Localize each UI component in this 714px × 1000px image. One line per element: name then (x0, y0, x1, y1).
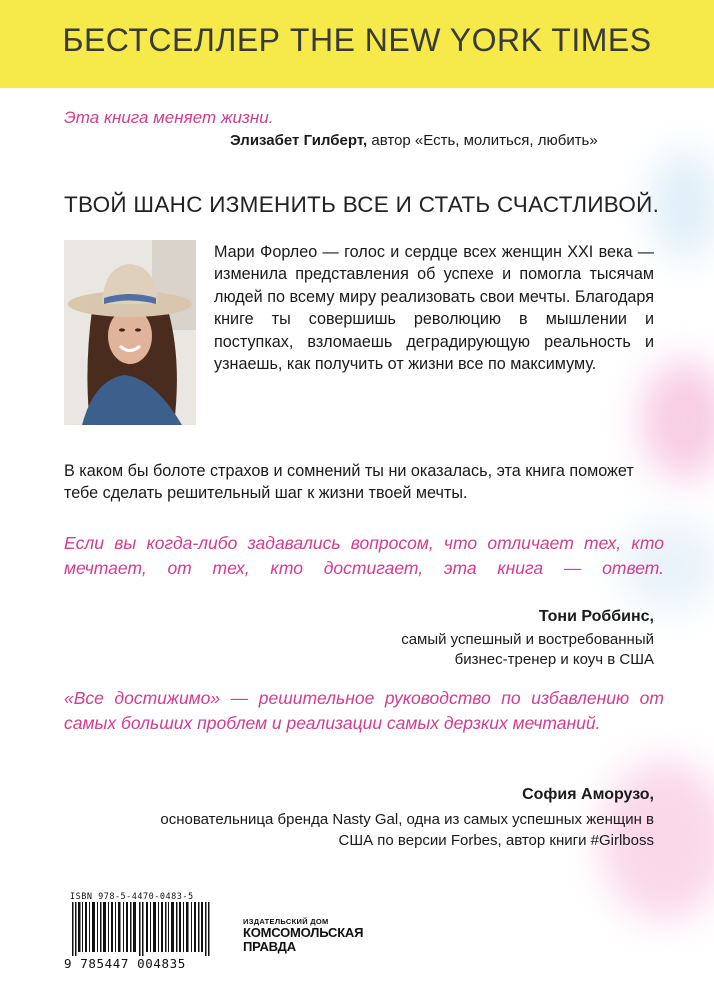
author-description: автор «Есть, молиться, любить» (367, 132, 598, 149)
quote-amoruso-description: основательница бренда Nasty Gal, одна из самых успешных женщин в США по версии Forbes, автор книги #Girlboss (160, 811, 654, 849)
quote-amoruso: «Все достижимо» — решительное руководство по избавлению от самых больших проблем и реализации самых дерзких мечтаний. (64, 688, 664, 733)
quote-robbins-description: самый успешный и востребованный бизнес-тренер и коуч в США (401, 631, 654, 668)
publisher-line2: КОМСОМОЛЬСКАЯ (243, 925, 364, 940)
banner-title: БЕСТСЕЛЛЕР THE NEW YORK TIMES (62, 22, 652, 58)
bestseller-banner (0, 0, 714, 88)
book-description: Мари Форлео — голос и сердце всех женщин XXI века — изменила представления об успехе и помогла тысячам людей по всему миру реализовать свои мечты. Благодаря книге ты совершишь революцию в мышлении и поступках, взломаешь деградирующую реальность и узнаешь, как получить от жизни все по максимуму. (214, 243, 654, 374)
barcode-digits: 9 785447 004835 (64, 956, 186, 971)
quote-amoruso-author: София Аморузо, (522, 786, 654, 803)
quote-robbins: Если вы когда-либо задавались вопросом, что отличает тех, кто мечтает, от тех, кто достигает, эта книга — ответ. (64, 533, 664, 578)
author-portrait-image (64, 240, 196, 425)
book-promise-paragraph: В каком бы болоте страхов и сомнений ты ни оказалась, эта книга поможет тебе сделать решительный шаг к жизни твоей мечты. (64, 462, 634, 503)
author-photo (64, 240, 196, 425)
isbn-barcode (64, 890, 222, 974)
quote-gilbert-attribution (230, 132, 598, 149)
quote-gilbert: Эта книга меняет жизни. (64, 108, 274, 127)
barcode-bars-icon (64, 902, 222, 962)
blue-splash-decoration (650, 150, 714, 260)
publisher-line3: ПРАВДА (243, 939, 296, 954)
publisher-logo (243, 917, 363, 954)
isbn-label: ISBN 978-5-4470-0483-5 (70, 892, 194, 902)
quote-robbins-author: Тони Роббинс, (538, 608, 654, 625)
author-name: Элизабет Гилберт, (230, 132, 368, 149)
headline: ТВОЙ ШАНС ИЗМЕНИТЬ ВСЕ И СТАТЬ СЧАСТЛИВОЙ. (64, 192, 660, 217)
publisher-line1: ИЗДАТЕЛЬСКИЙ ДОМ (243, 917, 329, 926)
